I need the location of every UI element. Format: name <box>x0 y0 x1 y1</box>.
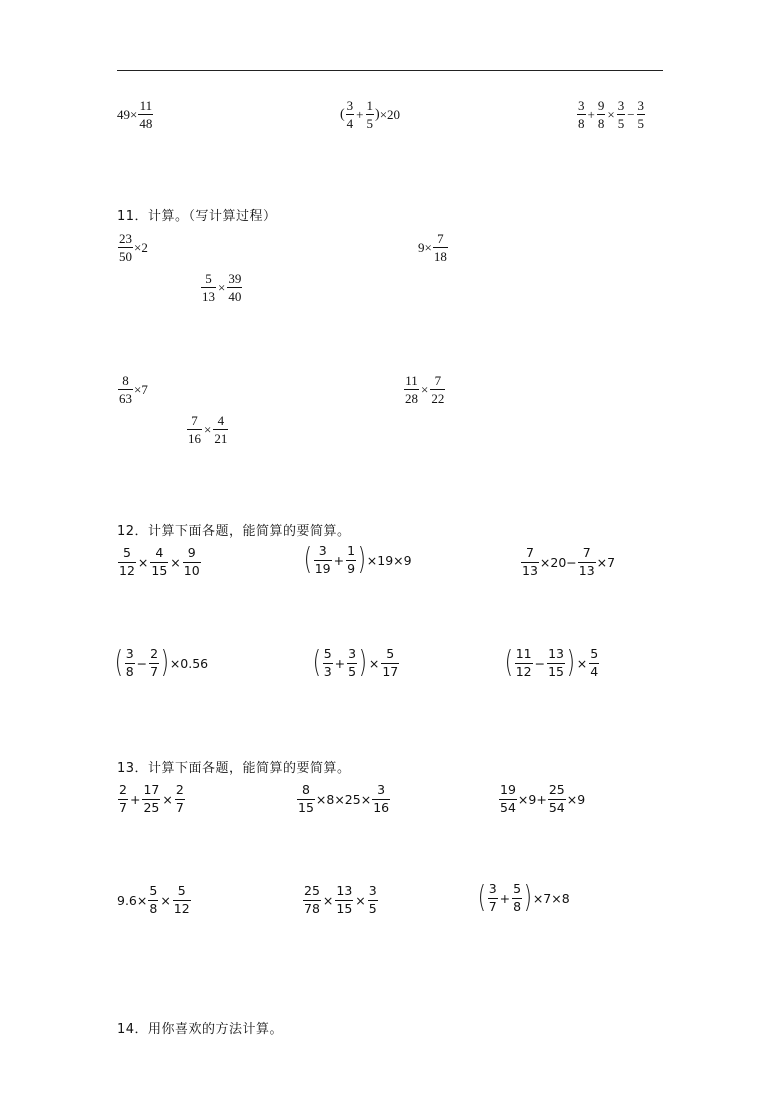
fraction <box>173 885 191 915</box>
fraction <box>488 883 498 913</box>
operator: × <box>368 655 380 671</box>
denominator: 16 <box>188 431 201 446</box>
numerator: 5 <box>177 883 186 898</box>
denominator: 16 <box>373 799 390 815</box>
expr-10-c <box>576 99 646 130</box>
fraction <box>175 784 185 814</box>
denominator: 40 <box>228 289 242 304</box>
numerator: 1 <box>366 98 374 113</box>
left-paren: ( <box>303 542 312 577</box>
numerator: 3 <box>637 98 645 113</box>
denominator: 7 <box>150 663 159 679</box>
numerator: 2 <box>119 782 127 797</box>
denominator: 54 <box>548 799 565 815</box>
fraction <box>589 648 599 678</box>
denominator: 25 <box>143 799 160 815</box>
text: ×7×8 <box>532 890 570 906</box>
numerator: 2 <box>150 646 159 661</box>
text: ×7 <box>134 381 148 397</box>
numerator: 5 <box>122 545 131 560</box>
fraction <box>346 545 356 575</box>
expr-12-2 <box>303 542 412 577</box>
right-paren: ) <box>523 880 533 915</box>
expr-11-2 <box>418 232 449 263</box>
fraction <box>521 547 539 577</box>
right-paren: ) <box>357 542 367 577</box>
numerator: 7 <box>582 545 591 560</box>
fraction <box>512 883 522 913</box>
operator: × <box>204 421 212 437</box>
denominator: 12 <box>515 663 532 679</box>
numerator: 4 <box>217 413 225 428</box>
numerator: 8 <box>301 782 310 797</box>
fraction <box>515 648 533 678</box>
denominator: 12 <box>119 562 135 578</box>
denominator: 50 <box>119 249 132 264</box>
fraction <box>213 414 228 445</box>
numerator: 3 <box>617 98 625 113</box>
denominator: 12 <box>173 900 190 916</box>
numerator: 3 <box>125 646 134 661</box>
denominator: 13 <box>202 289 215 304</box>
numerator: 3 <box>348 646 357 661</box>
fraction <box>150 547 168 577</box>
expr-10-b <box>340 99 400 130</box>
denominator: 17 <box>382 663 399 679</box>
fraction <box>430 374 445 405</box>
question-11-title: 11．计算。（写计算过程） <box>117 209 277 224</box>
operator: − <box>534 655 546 671</box>
text: ×0.56 <box>169 655 209 671</box>
right-paren: ) <box>358 645 368 680</box>
expr-11-1 <box>117 232 148 263</box>
fraction <box>303 885 321 915</box>
numerator: 7 <box>434 373 442 388</box>
fraction <box>118 232 133 263</box>
expr-11-4 <box>117 374 148 405</box>
denominator: 15 <box>336 900 353 916</box>
denominator: 8 <box>597 116 605 131</box>
numerator: 39 <box>228 271 242 286</box>
fraction <box>323 648 333 678</box>
left-paren: ( <box>114 645 123 680</box>
fraction <box>578 547 596 577</box>
fraction <box>142 784 160 814</box>
fraction <box>366 99 375 130</box>
fraction <box>346 99 355 130</box>
numerator: 7 <box>191 413 198 428</box>
expr-11-5 <box>403 374 446 405</box>
fraction <box>372 784 390 814</box>
denominator: 28 <box>405 391 418 406</box>
expr-13-4 <box>117 885 192 915</box>
fraction <box>227 272 242 303</box>
numerator: 2 <box>175 782 184 797</box>
denominator: 15 <box>151 562 168 578</box>
operator: + <box>334 655 346 671</box>
expr-13-3 <box>498 784 585 814</box>
numerator: 17 <box>143 782 160 797</box>
text: ×7 <box>596 554 616 570</box>
numerator: 9 <box>187 545 196 560</box>
denominator: 15 <box>548 663 565 679</box>
numerator: 9 <box>597 98 605 113</box>
numerator: 11 <box>405 373 418 388</box>
fraction <box>597 99 606 130</box>
expr-12-3 <box>520 547 615 577</box>
fraction <box>617 99 626 130</box>
numerator: 23 <box>119 231 132 246</box>
fraction <box>314 545 332 575</box>
numerator: 25 <box>548 782 565 797</box>
right-paren: ) <box>375 106 380 122</box>
fraction <box>118 784 128 814</box>
numerator: 25 <box>304 883 320 898</box>
denominator: 8 <box>513 898 522 914</box>
operator: × <box>421 381 429 397</box>
fraction <box>547 648 565 678</box>
numerator: 3 <box>346 98 354 113</box>
operator: × <box>322 892 334 908</box>
denominator: 4 <box>346 116 354 131</box>
fraction <box>637 99 646 130</box>
text: ×19×9 <box>366 552 412 568</box>
fraction <box>368 885 378 915</box>
denominator: 8 <box>125 663 134 679</box>
expr-13-2 <box>296 784 391 814</box>
fraction <box>433 232 448 263</box>
numerator: 5 <box>149 883 158 898</box>
fraction <box>183 547 201 577</box>
operator: × <box>170 554 181 570</box>
operator: − <box>627 106 635 122</box>
expr-12-6 <box>504 645 600 680</box>
expr-13-1 <box>117 784 186 814</box>
fraction <box>118 374 133 405</box>
expr-13-6 <box>477 880 570 915</box>
fraction <box>148 885 158 915</box>
denominator: 21 <box>214 431 228 446</box>
denominator: 13 <box>522 562 538 578</box>
operator: × <box>607 106 615 122</box>
text: 9.6× <box>117 892 148 908</box>
expr-11-6 <box>186 414 229 445</box>
fraction <box>499 784 517 814</box>
denominator: 9 <box>347 560 356 576</box>
question-13-title: 13．计算下面各题，能简算的要简算。 <box>117 761 351 776</box>
left-paren: ( <box>340 106 345 122</box>
fraction <box>347 648 357 678</box>
expr-11-3 <box>200 272 243 303</box>
expr-12-5 <box>312 645 400 680</box>
question-12-title: 12．计算下面各题，能简算的要简算。 <box>117 524 351 539</box>
expr-10-a <box>117 99 154 130</box>
fraction <box>548 784 566 814</box>
denominator: 63 <box>119 391 132 406</box>
expr-13-5 <box>302 885 379 915</box>
fraction <box>381 648 399 678</box>
denominator: 78 <box>304 900 320 916</box>
numerator: 1 <box>347 543 356 558</box>
numerator: 3 <box>318 543 327 558</box>
operator: + <box>499 890 511 906</box>
denominator: 7 <box>488 898 497 914</box>
denominator: 5 <box>617 116 625 131</box>
numerator: 13 <box>336 883 353 898</box>
operator: × <box>218 279 226 295</box>
left-paren: ( <box>312 645 321 680</box>
denominator: 5 <box>368 900 377 916</box>
numerator: 3 <box>488 881 497 896</box>
operator: + <box>333 552 345 568</box>
fraction <box>335 885 353 915</box>
left-paren: ( <box>504 645 513 680</box>
fraction <box>118 547 136 577</box>
denominator: 18 <box>433 249 447 264</box>
denominator: 3 <box>323 663 332 679</box>
fraction <box>187 414 202 445</box>
operator: + <box>587 106 595 122</box>
expr-12-1 <box>117 547 202 577</box>
numerator: 4 <box>155 545 164 560</box>
fraction <box>201 272 216 303</box>
denominator: 48 <box>139 116 153 131</box>
fraction <box>404 374 419 405</box>
text: ×2 <box>134 239 148 255</box>
numerator: 13 <box>548 646 565 661</box>
text: ×9+ <box>517 791 547 807</box>
left-paren: ( <box>477 880 486 915</box>
operator: × <box>162 791 173 807</box>
text: ×20− <box>539 554 577 570</box>
numerator: 8 <box>122 373 129 388</box>
operator: × <box>576 655 588 671</box>
text: 9× <box>418 239 432 255</box>
numerator: 19 <box>500 782 516 797</box>
denominator: 19 <box>314 560 331 576</box>
fraction <box>577 99 586 130</box>
numerator: 11 <box>139 98 153 113</box>
header-rule <box>117 70 663 71</box>
denominator: 5 <box>366 116 374 131</box>
numerator: 5 <box>386 646 395 661</box>
right-paren: ) <box>566 645 575 680</box>
numerator: 11 <box>515 646 532 661</box>
operator: × <box>137 554 149 570</box>
denominator: 22 <box>431 391 445 406</box>
numerator: 7 <box>525 545 534 560</box>
denominator: 7 <box>175 799 184 815</box>
denominator: 5 <box>637 116 645 131</box>
denominator: 13 <box>578 562 595 578</box>
numerator: 5 <box>590 646 599 661</box>
denominator: 7 <box>119 799 127 815</box>
denominator: 10 <box>183 562 200 578</box>
numerator: 5 <box>323 646 332 661</box>
denominator: 8 <box>149 900 158 916</box>
operator: − <box>136 655 148 671</box>
text: ×20 <box>379 106 401 122</box>
fraction <box>149 648 159 678</box>
text: 49× <box>117 106 138 122</box>
text: ×9 <box>566 791 586 807</box>
operator: × <box>355 892 366 908</box>
fraction <box>138 99 153 130</box>
numerator: 3 <box>368 883 377 898</box>
text: ×8×25× <box>315 791 372 807</box>
denominator: 54 <box>500 799 516 815</box>
numerator: 7 <box>437 231 444 246</box>
operator: + <box>129 791 141 807</box>
numerator: 5 <box>513 881 522 896</box>
operator: × <box>160 892 171 908</box>
operator: + <box>356 106 364 122</box>
right-paren: ) <box>160 645 170 680</box>
expr-12-4 <box>114 645 209 680</box>
denominator: 4 <box>590 663 599 679</box>
question-14-title: 14．用你喜欢的方法计算。 <box>117 1022 284 1037</box>
numerator: 3 <box>377 782 386 797</box>
fraction <box>297 784 315 814</box>
numerator: 3 <box>578 98 585 113</box>
fraction <box>125 648 135 678</box>
denominator: 15 <box>298 799 314 815</box>
denominator: 8 <box>578 116 585 131</box>
numerator: 5 <box>205 271 212 286</box>
denominator: 5 <box>348 663 357 679</box>
